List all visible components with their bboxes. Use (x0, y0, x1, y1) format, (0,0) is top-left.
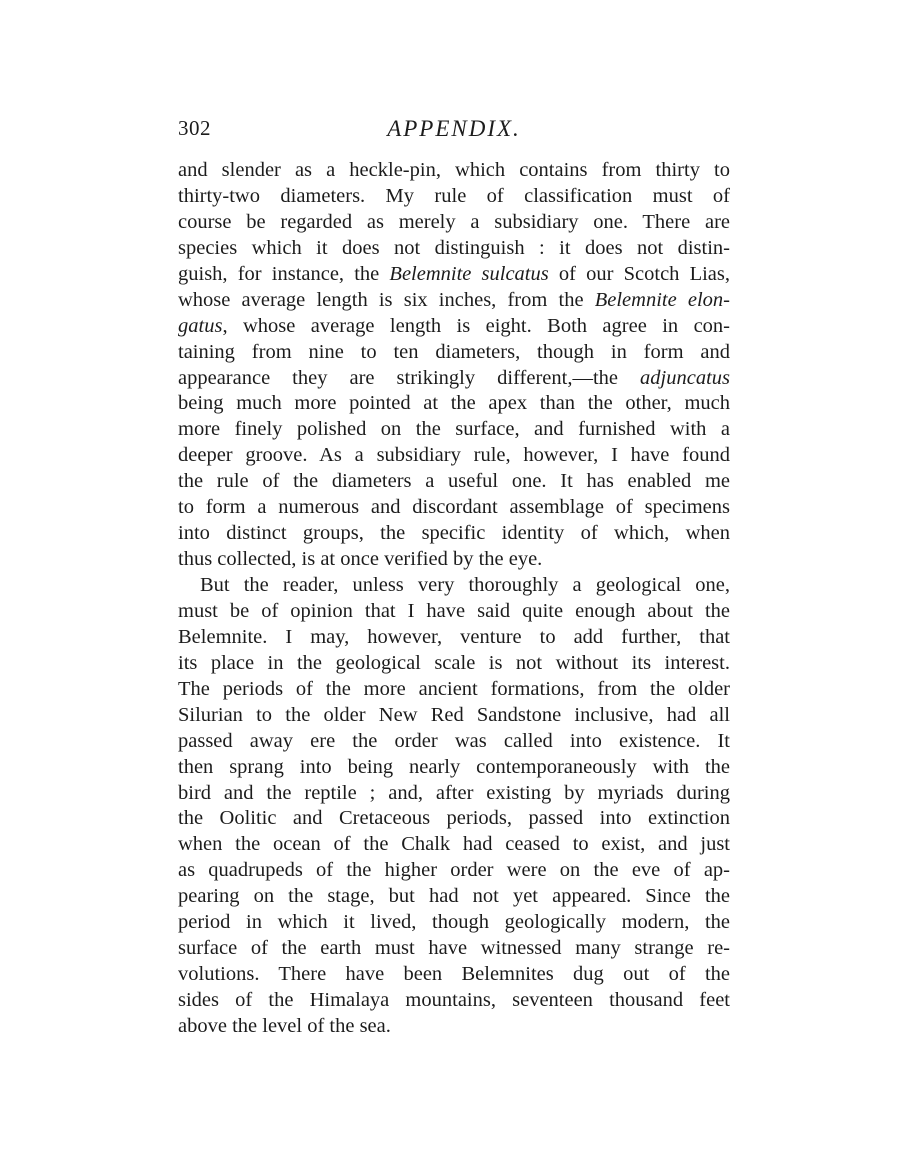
running-title: APPENDIX. (387, 116, 521, 141)
text-line: as quadrupeds of the higher order were on the eve of ap- (178, 859, 730, 882)
text-line: whose average length is six inches, from the Belemnite elon- (178, 288, 730, 311)
page-number: 302 (178, 116, 211, 140)
text-line: guish, for instance, the Belemnite sulcatus of our Scotch Lias, (178, 262, 730, 285)
text-line: the Oolitic and Cretaceous periods, passed into extinction (178, 807, 730, 830)
text-line: Belemnite. I may, however, venture to add further, that (178, 625, 730, 648)
running-head (178, 116, 730, 146)
text-line: The periods of the more ancient formations, from the older (178, 677, 730, 700)
text-line: species which it does not distinguish : it does not distin- (178, 236, 730, 259)
body-text (178, 158, 730, 1040)
text-line: passed away ere the order was called into existence. It (178, 729, 730, 752)
text-line: its place in the geological scale is not without its interest. (178, 651, 730, 674)
text-line: period in which it lived, though geologically modern, the (178, 911, 730, 934)
text-line: bird and the reptile ; and, after existing by myriads during (178, 781, 730, 804)
text-line: But the reader, unless very thoroughly a geological one, (200, 574, 730, 596)
text-line: above the level of the sea. (178, 1014, 391, 1037)
text-line: surface of the earth must have witnessed many strange re- (178, 937, 730, 960)
species-name: Belemnite elon- (594, 288, 730, 311)
text-line: pearing on the stage, but had not yet appeared. Since the (178, 885, 730, 908)
text-line: appearance they are strikingly different,—the adjuncatus (178, 366, 730, 389)
species-name: Belemnite sulcatus (389, 262, 549, 285)
text-line: when the ocean of the Chalk had ceased to exist, and just (178, 833, 730, 856)
text-line: more finely polished on the surface, and furnished with a (178, 418, 730, 441)
paragraph-1 (178, 158, 730, 573)
text-line: must be of opinion that I have said quite enough about the (178, 599, 730, 622)
text-line: gatus, whose average length is eight. Both agree in con- (178, 314, 730, 337)
species-name: gatus (178, 314, 223, 337)
text-line: the rule of the diameters a useful one. It has enabled me (178, 470, 730, 493)
text-line: thus collected, is at once verified by the eye. (178, 548, 543, 571)
text-line: to form a numerous and discordant assemblage of specimens (178, 496, 730, 519)
species-name: adjuncatus (640, 366, 730, 389)
text-line: taining from nine to ten diameters, though in form and (178, 340, 730, 363)
text-line: course be regarded as merely a subsidiary one. There are (178, 210, 730, 233)
text-line: deeper groove. As a subsidiary rule, however, I have found (178, 444, 730, 467)
text-line: Silurian to the older New Red Sandstone inclusive, had all (178, 703, 730, 726)
text-line: sides of the Himalaya mountains, seventeen thousand feet (178, 989, 730, 1011)
paragraph-2 (178, 573, 730, 1040)
text-line: volutions. There have been Belemnites dug out of the (178, 963, 730, 986)
text-line: then sprang into being nearly contemporaneously with the (178, 755, 730, 778)
text-line: and slender as a heckle-pin, which contains from thirty to (178, 159, 730, 181)
text-line: thirty-two diameters. My rule of classification must of (178, 184, 730, 207)
text-line: into distinct groups, the specific identity of which, when (178, 522, 730, 545)
text-line: being much more pointed at the apex than the other, much (178, 392, 730, 415)
